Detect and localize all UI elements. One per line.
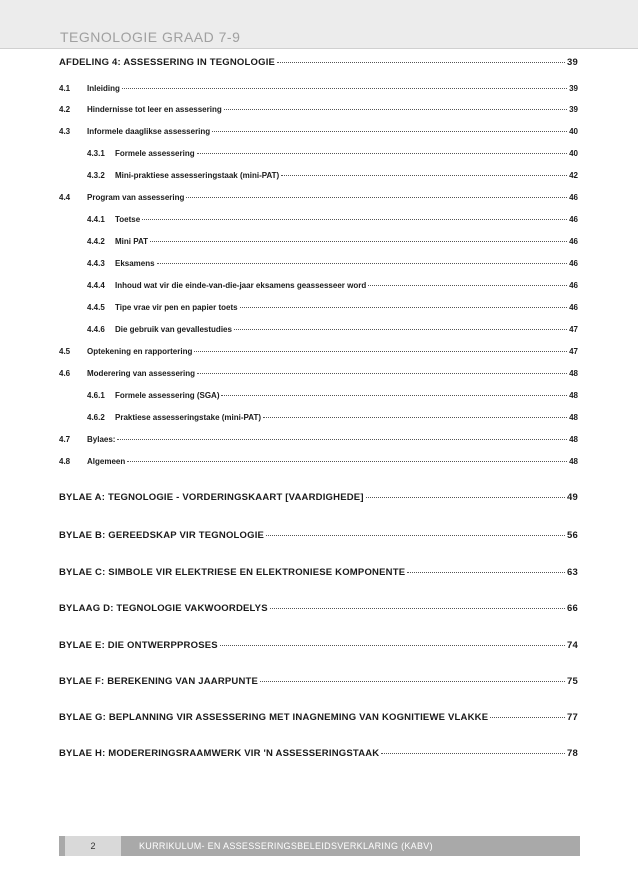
dot-leader (186, 197, 567, 198)
dot-leader (263, 417, 567, 418)
toc-entry-page: 46 (569, 193, 578, 202)
dot-leader (127, 461, 567, 462)
toc-entry-page: 46 (569, 303, 578, 312)
toc-entry-page: 46 (569, 237, 578, 246)
page-footer (59, 836, 580, 856)
toc-entry-number: 4.4.3 (87, 259, 105, 268)
toc-entry[interactable] (59, 84, 578, 93)
toc-entry-title: Hindernisse tot leer en assessering (87, 105, 222, 114)
toc-entry-page: 48 (569, 391, 578, 400)
toc-entry-page: 48 (569, 413, 578, 422)
toc-subentry[interactable] (87, 391, 578, 400)
toc-entry-number: 4.4.6 (87, 325, 105, 334)
toc-entry-title: BYLAE A: TEGNOLOGIE - VORDERINGSKAART [VAARDIGHEDE] (59, 492, 364, 503)
footer-title: KURRIKULUM- EN ASSESSERINGSBELEIDSVERKLARING (KABV) (139, 841, 433, 851)
toc-appendix[interactable] (59, 676, 578, 687)
toc-entry-page: 46 (569, 259, 578, 268)
toc-entry-number: 4.4.4 (87, 281, 105, 290)
toc-appendix[interactable] (59, 712, 578, 723)
toc-entry-page: 46 (569, 281, 578, 290)
dot-leader (368, 285, 567, 286)
toc-entry-page: 39 (569, 105, 578, 114)
dot-leader (221, 395, 567, 396)
header-divider (0, 48, 638, 49)
toc-entry-title: Inhoud wat vir die einde-van-die-jaar eksamens geassesseer word (115, 281, 367, 290)
toc-entry[interactable] (59, 193, 578, 202)
toc-entry-title: BYLAE F: BEREKENING VAN JAARPUNTE (59, 676, 259, 687)
toc-entry-page: 42 (569, 171, 578, 180)
toc-entry-title: Informele daaglikse assessering (87, 127, 211, 136)
toc-entry-title: Formele assessering (SGA) (115, 391, 220, 400)
toc-entry[interactable] (59, 105, 578, 114)
page-number: 2 (65, 836, 121, 856)
toc-appendix[interactable] (59, 492, 578, 503)
toc-entry-number: 4.4 (59, 193, 71, 202)
toc-entry-title: Tipe vrae vir pen en papier toets (115, 303, 238, 312)
toc-entry[interactable] (59, 435, 578, 444)
toc-subentry[interactable] (87, 281, 578, 290)
toc-entry-title: Praktiese assesseringstake (mini-PAT) (115, 413, 261, 422)
toc-entry[interactable] (59, 347, 578, 356)
toc-appendix[interactable] (59, 603, 578, 614)
dot-leader (117, 439, 567, 440)
dot-leader (157, 263, 568, 264)
toc-entry-title: Inleiding (87, 84, 120, 93)
toc-entry[interactable] (59, 127, 578, 136)
toc-entry-title: BYLAE B: GEREEDSKAP VIR TEGNOLOGIE (59, 530, 265, 541)
toc-entry-title: BYLAE H: MODERERINGSRAAMWERK VIR 'N ASSESSERINGSTAAK (59, 748, 380, 759)
dot-leader (220, 645, 565, 646)
toc-entry-page: 77 (567, 712, 578, 723)
toc-entry-page: 74 (567, 640, 578, 651)
toc-entry-number: 4.4.2 (87, 237, 105, 246)
toc-subentry[interactable] (87, 259, 578, 268)
toc-entry-title: Toetse (115, 215, 141, 224)
toc-subentry[interactable] (87, 325, 578, 334)
toc-entry-page: 47 (569, 325, 578, 334)
dot-leader (197, 373, 567, 374)
toc-entry-title: BYLAE E: DIE ONTWERPPROSES (59, 640, 218, 651)
toc-appendix[interactable] (59, 640, 578, 651)
toc-entry-title: Mini PAT (115, 237, 149, 246)
toc-entry-title: Eksamens (115, 259, 155, 268)
toc-subentry[interactable] (87, 149, 578, 158)
toc-entry-page: 48 (569, 435, 578, 444)
dot-leader (150, 241, 567, 242)
toc-entry-number: 4.8 (59, 457, 71, 466)
dot-leader (122, 88, 567, 89)
toc-subentry[interactable] (87, 237, 578, 246)
toc-entry-number: 4.2 (59, 105, 71, 114)
toc-appendix[interactable] (59, 530, 578, 541)
toc-entry-page: 78 (567, 748, 578, 759)
toc-entry-title: AFDELING 4: ASSESSERING IN TEGNOLOGIE (59, 57, 276, 68)
dot-leader (490, 717, 565, 718)
toc-entry-title: BYLAAG D: TEGNOLOGIE VAKWOORDELYS (59, 603, 268, 614)
toc-entry-page: 39 (567, 57, 578, 68)
dot-leader (270, 608, 565, 609)
toc-subentry[interactable] (87, 303, 578, 312)
toc-entry-title: Die gebruik van gevallestudies (115, 325, 232, 334)
toc-entry-page: 48 (569, 457, 578, 466)
dot-leader (277, 62, 565, 63)
dot-leader (197, 153, 567, 154)
toc-entry-number: 4.5 (59, 347, 71, 356)
toc-appendix[interactable] (59, 567, 578, 578)
toc-entry-number: 4.6 (59, 369, 71, 378)
toc-entry-title: Formele assessering (115, 149, 195, 158)
toc-appendix[interactable] (59, 748, 578, 759)
toc-entry-page: 75 (567, 676, 578, 687)
dot-leader (260, 681, 565, 682)
dot-leader (194, 351, 567, 352)
toc-entry-page: 56 (567, 530, 578, 541)
toc-section-heading[interactable] (59, 57, 578, 68)
toc-entry-page: 49 (567, 492, 578, 503)
toc-subentry[interactable] (87, 171, 578, 180)
toc-entry-number: 4.7 (59, 435, 71, 444)
dot-leader (366, 497, 565, 498)
toc-entry-number: 4.4.1 (87, 215, 105, 224)
toc-entry[interactable] (59, 457, 578, 466)
toc-entry-title: Program van assessering (87, 193, 185, 202)
toc-entry-page: 40 (569, 149, 578, 158)
dot-leader (224, 109, 567, 110)
toc-entry-page: 39 (569, 84, 578, 93)
toc-entry-title: Algemeen (87, 457, 126, 466)
toc-entry-number: 4.4.5 (87, 303, 105, 312)
toc-subentry[interactable] (87, 215, 578, 224)
header-title: TEGNOLOGIE GRAAD 7-9 (60, 29, 241, 45)
toc-entry-title: Moderering van assessering (87, 369, 196, 378)
toc-entry-page: 63 (567, 567, 578, 578)
toc-entry-page: 66 (567, 603, 578, 614)
dot-leader (381, 753, 565, 754)
toc-entry-number: 4.6.2 (87, 413, 105, 422)
toc-entry-page: 40 (569, 127, 578, 136)
toc-entry-title: Bylaes: (87, 435, 116, 444)
toc-subentry[interactable] (87, 413, 578, 422)
dot-leader (234, 329, 567, 330)
page-header (0, 0, 638, 48)
toc-entry-number: 4.3.1 (87, 149, 105, 158)
toc-entry[interactable] (59, 369, 578, 378)
dot-leader (266, 535, 565, 536)
toc-entry-title: BYLAE G: BEPLANNING VIR ASSESSERING MET INAGNEMING VAN KOGNITIEWE VLAKKE (59, 712, 489, 723)
toc-entry-number: 4.3.2 (87, 171, 105, 180)
dot-leader (281, 175, 567, 176)
toc-entry-title: Optekening en rapportering (87, 347, 193, 356)
toc-entry-page: 47 (569, 347, 578, 356)
toc-entry-page: 46 (569, 215, 578, 224)
dot-leader (240, 307, 568, 308)
dot-leader (407, 572, 565, 573)
toc-entry-number: 4.3 (59, 127, 71, 136)
dot-leader (212, 131, 567, 132)
toc-entry-title: Mini-praktiese assesseringstaak (mini-PAT) (115, 171, 280, 180)
toc-entry-title: BYLAE C: SIMBOLE VIR ELEKTRIESE EN ELEKTRONIESE KOMPONENTE (59, 567, 406, 578)
toc-entry-page: 48 (569, 369, 578, 378)
dot-leader (142, 219, 567, 220)
toc-entry-number: 4.6.1 (87, 391, 105, 400)
toc-entry-number: 4.1 (59, 84, 71, 93)
